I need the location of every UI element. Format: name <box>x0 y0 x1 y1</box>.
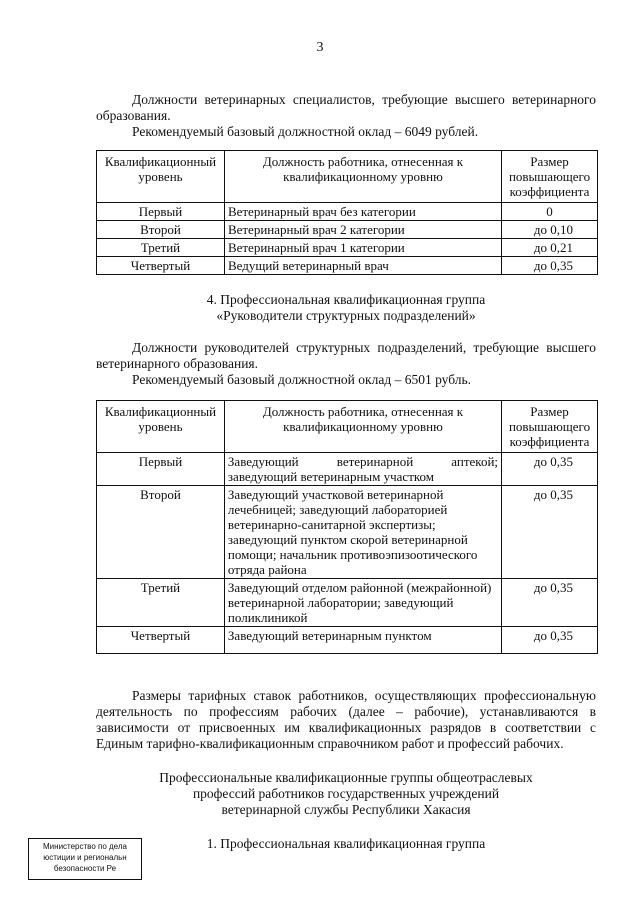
position-cell: Ветеринарный врач 2 категории <box>224 221 501 239</box>
level-cell: Третий <box>97 579 225 627</box>
position-cell: Ветеринарный врач без категории <box>224 203 501 221</box>
coef-cell: до 0,21 <box>502 239 598 257</box>
level-cell: Первый <box>97 203 225 221</box>
group4-title-line2: «Руководители структурных подразделений» <box>216 308 476 323</box>
coef-cell: до 0,35 <box>502 486 598 579</box>
col-header-coef: Размер повышающего коэффициента <box>502 401 598 453</box>
col-header-position: Должность работника, отнесенная к квалификационному уровню <box>224 401 501 453</box>
qualification-table-2 <box>96 400 598 654</box>
section-title-line2: профессий работников государственных учреждений <box>192 786 500 801</box>
coef-cell: 0 <box>502 203 598 221</box>
position-cell: Заведующий участковой ветеринарной лечебницей; заведующий лабораторией ветеринарно-санитарной экспертизы; заведующий пунктом скорой ветеринарной помощи; начальник противоэпизоотического отряда района <box>224 486 501 579</box>
stamp-line1: Министерство по дела <box>43 842 127 851</box>
position-cell: Ведущий ветеринарный врач <box>224 257 501 275</box>
coef-cell: до 0,10 <box>502 221 598 239</box>
intro1-salary: Рекомендуемый базовый должностной оклад – 6049 рублей. <box>132 124 479 139</box>
stamp-line2: юстиции и региональн <box>43 853 127 862</box>
page-number: 3 <box>316 40 324 55</box>
table-row <box>97 239 598 257</box>
group4-title <box>96 292 596 324</box>
table-header-row <box>97 151 598 203</box>
intro2-text: Должности руководителей структурных подразделений, требующие высшего ветеринарного образования. <box>96 340 596 371</box>
table-row <box>97 221 598 239</box>
col-header-coef: Размер повышающего коэффициента <box>502 151 598 203</box>
table-header-row <box>97 401 598 453</box>
position-cell: Ветеринарный врач 1 категории <box>224 239 501 257</box>
level-cell: Третий <box>97 239 225 257</box>
level-cell: Четвертый <box>97 257 225 275</box>
coef-cell: до 0,35 <box>502 453 598 486</box>
position-cell: Заведующий отделом районной (межрайонной) ветеринарной лаборатории; заведующий поликлиникой <box>224 579 501 627</box>
col-header-level: Квалификационный уровень <box>97 151 225 203</box>
table-row <box>97 257 598 275</box>
group1-title: 1. Профессиональная квалификационная группа <box>206 836 486 851</box>
col-header-position: Должность работника, отнесенная к квалификационному уровню <box>224 151 501 203</box>
level-cell: Первый <box>97 453 225 486</box>
coef-cell: до 0,35 <box>502 257 598 275</box>
section-title-line3: ветеринарной службы Республики Хакасия <box>221 802 471 817</box>
section-title <box>96 770 596 818</box>
table-row <box>97 486 598 579</box>
group4-title-line1: 4. Профессиональная квалификационная группа <box>206 292 486 307</box>
level-cell: Четвертый <box>97 627 225 654</box>
qualification-table-1 <box>96 150 598 275</box>
intro1-text: Должности ветеринарных специалистов, требующие высшего ветеринарного образования. <box>96 92 596 123</box>
col-header-level: Квалификационный уровень <box>97 401 225 453</box>
table-row <box>97 453 598 486</box>
position-cell: Заведующий ветеринарным пунктом <box>224 627 501 654</box>
table-row <box>97 627 598 654</box>
stamp-line3: безопасности Ре <box>53 864 117 873</box>
tariff-paragraph: Размеры тарифных ставок работников, осуществляющих профессиональную деятельность по профессиям рабочих (далее – рабочие), устанавливаются в зависимости от присвоенных им квалификационных разрядов в соответствии с Единым тарифно-квалификационным справочником работ и профессий рабочих. <box>96 688 596 751</box>
coef-cell: до 0,35 <box>502 627 598 654</box>
level-cell: Второй <box>97 221 225 239</box>
registration-stamp <box>28 838 142 880</box>
coef-cell: до 0,35 <box>502 579 598 627</box>
table-row <box>97 203 598 221</box>
position-cell: Заведующий ветеринарной аптекой; заведующий ветеринарным участком <box>224 453 501 486</box>
section-title-line1: Профессиональные квалификационные группы общеотраслевых <box>159 770 533 785</box>
intro2-salary: Рекомендуемый базовый должностной оклад – 6501 рубль. <box>132 372 472 387</box>
level-cell: Второй <box>97 486 225 579</box>
table-row <box>97 579 598 627</box>
